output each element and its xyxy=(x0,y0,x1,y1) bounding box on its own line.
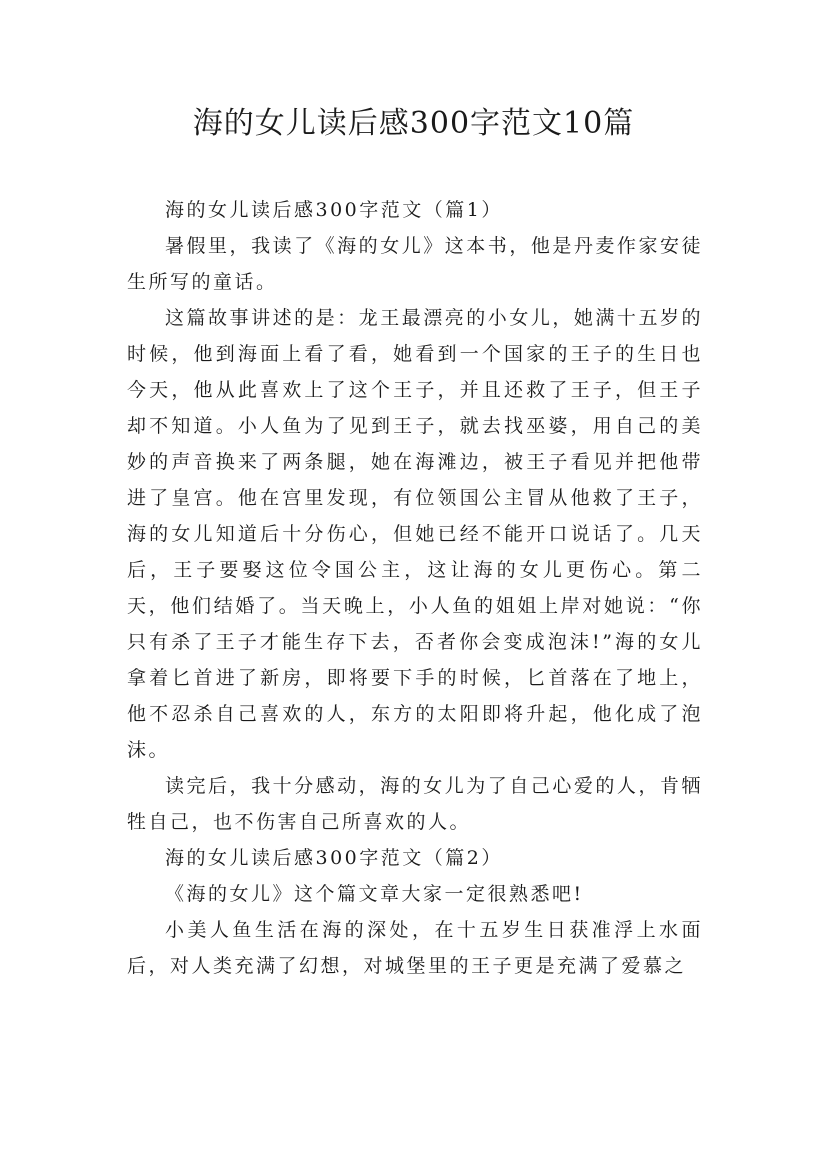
section-heading-1: 海的女儿读后感300字范文（篇1） xyxy=(165,199,503,221)
document-title: 海的女儿读后感300字范文10篇 xyxy=(192,106,635,141)
paragraph: 小美人鱼生活在海的深处，在十五岁生日获准浮上水面后，对人类充满了幻想，对城堡里的王子更是充满了爱慕之 xyxy=(127,919,703,977)
paragraph: 读完后，我十分感动，海的女儿为了自己心爱的人，肯牺牲自己，也不伤害自己所喜欢的人。 xyxy=(127,775,703,833)
paragraph: 暑假里，我读了《海的女儿》这本书，他是丹麦作家安徒生所写的童话。 xyxy=(127,235,703,293)
document-body xyxy=(127,192,703,984)
paragraph: 《海的女儿》这个篇文章大家一定很熟悉吧! xyxy=(165,883,584,905)
section-heading-2: 海的女儿读后感300字范文（篇2） xyxy=(165,847,503,869)
paragraph: 这篇故事讲述的是：龙王最漂亮的小女儿，她满十五岁的时候，他到海面上看了看，她看到一个国家的王子的生日也今天，他从此喜欢上了这个王子，并且还救了王子，但王子却不知道。小人鱼为了见到王子，就去找巫婆，用自己的美妙的声音换来了两条腿，她在海滩边，被王子看见并把他带进了皇宫。他在宫里发现，有位领国公主冒从他救了王子，海的女儿知道后十分伤心，但她已经不能开口说话了。几天后，王子要娶这位令国公主，这让海的女儿更伤心。第二天，他们结婚了。当天晚上，小人鱼的姐姐上岸对她说：“你只有杀了王子才能生存下去，否者你会变成泡沫!”海的女儿拿着匕首进了新房，即将要下手的时候，匕首落在了地上，他不忍杀自己喜欢的人，东方的太阳即将升起，他化成了泡沫。 xyxy=(127,307,703,761)
